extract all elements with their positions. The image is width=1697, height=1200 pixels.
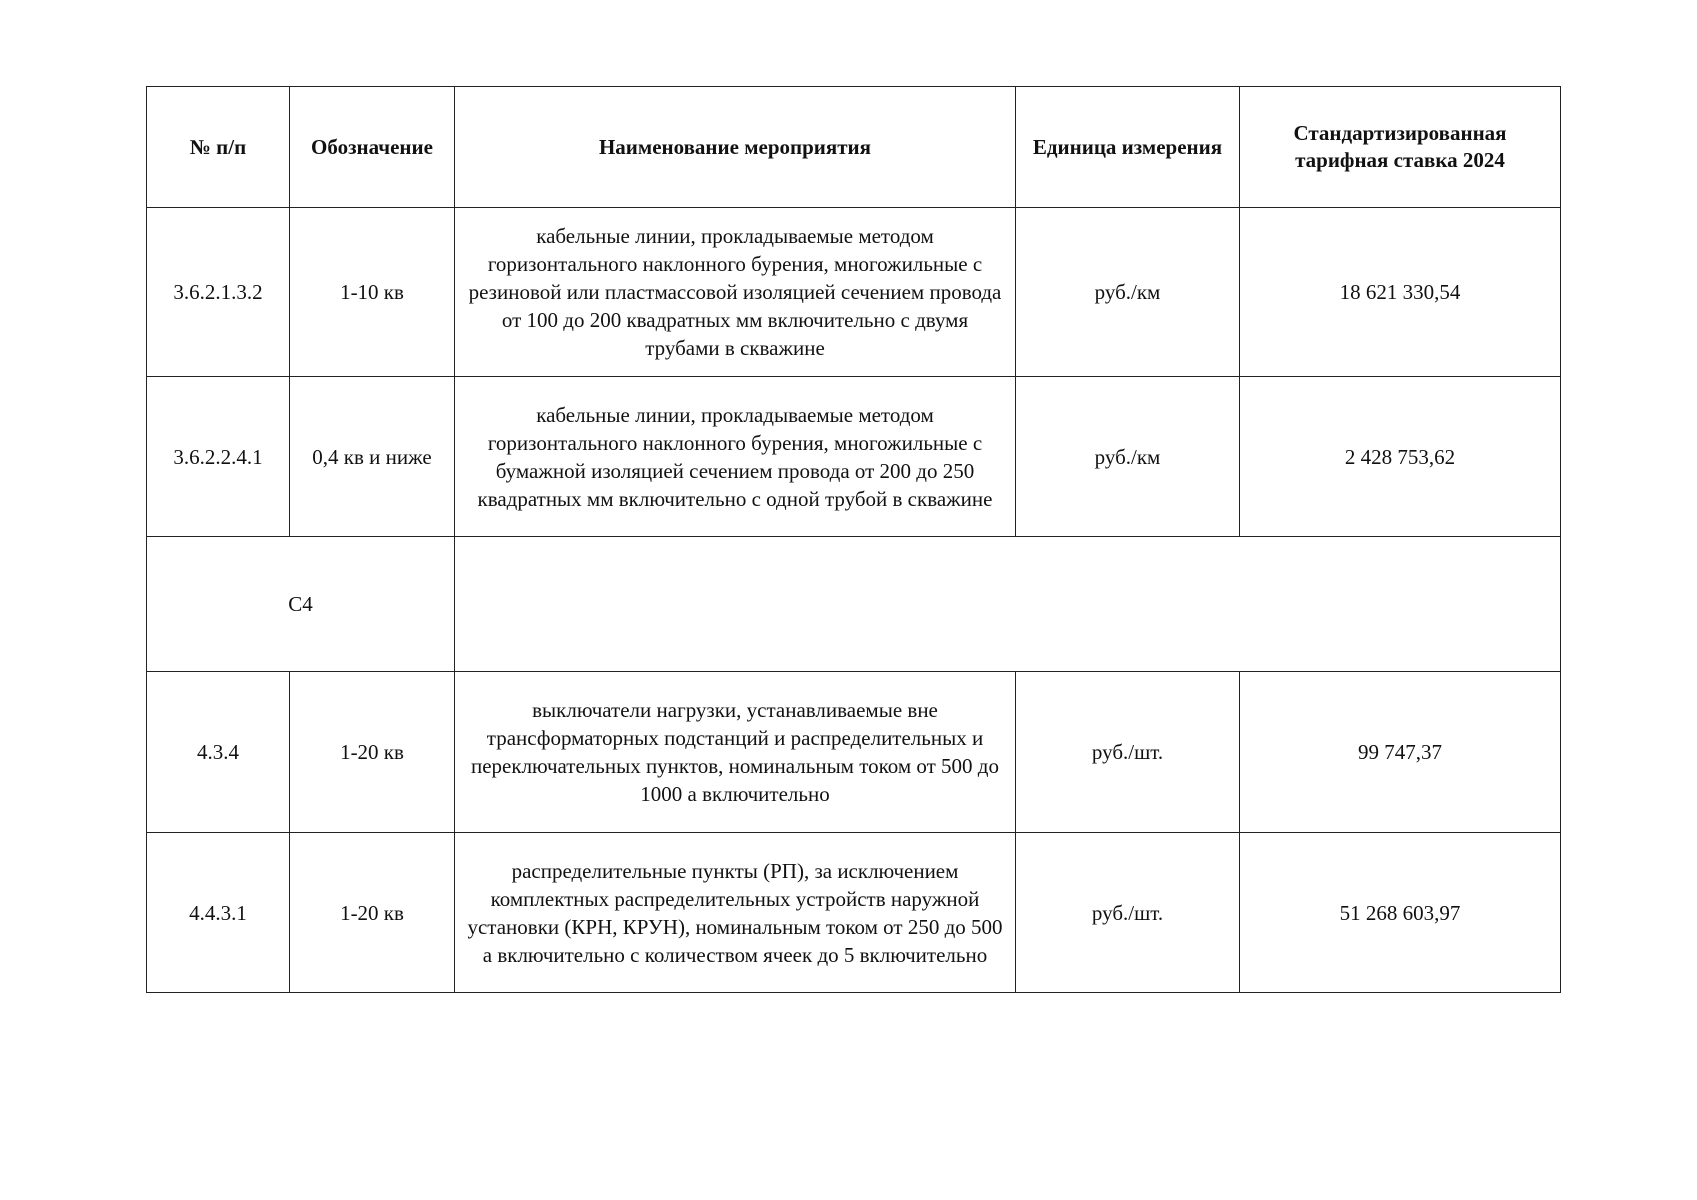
cell-num: 4.3.4 [147, 672, 290, 833]
table-row [147, 672, 1561, 833]
header-code: Обозначение [290, 87, 455, 208]
cell-unit: руб./км [1016, 208, 1240, 377]
cell-unit: руб./км [1016, 377, 1240, 537]
cell-code: 1-20 кв [290, 833, 455, 993]
cell-name: кабельные линии, прокладываемые методом горизонтального наклонного бурения, многожильные с резиновой или пластмассовой изоляцией сечением провода от 100 до 200 квадратных мм включительно с двумя трубами в скважине [455, 208, 1016, 377]
section-empty-cell [455, 537, 1561, 672]
table-row [147, 833, 1561, 993]
table-row [147, 377, 1561, 537]
table-header-row [147, 87, 1561, 208]
cell-name: выключатели нагрузки, устанавливаемые вне трансформаторных подстанций и распределительных и переключательных пунктов, номинальным током от 500 до 1000 а включительно [455, 672, 1016, 833]
cell-rate: 99 747,37 [1240, 672, 1561, 833]
cell-num: 4.4.3.1 [147, 833, 290, 993]
section-code: С4 [147, 537, 455, 672]
tariff-table [146, 86, 1561, 993]
cell-rate: 18 621 330,54 [1240, 208, 1561, 377]
cell-name: распределительные пункты (РП), за исключением комплектных распределительных устройств наружной установки (КРН, КРУН), номинальным током от 250 до 500 а включительно с количеством ячеек до 5 включительно [455, 833, 1016, 993]
table-row [147, 208, 1561, 377]
header-unit: Единица измерения [1016, 87, 1240, 208]
cell-unit: руб./шт. [1016, 672, 1240, 833]
cell-rate: 2 428 753,62 [1240, 377, 1561, 537]
cell-code: 0,4 кв и ниже [290, 377, 455, 537]
cell-rate: 51 268 603,97 [1240, 833, 1561, 993]
cell-code: 1-20 кв [290, 672, 455, 833]
cell-name: кабельные линии, прокладываемые методом горизонтального наклонного бурения, многожильные с бумажной изоляцией сечением провода от 200 до 250 квадратных мм включительно с одной трубой в скважине [455, 377, 1016, 537]
header-rate: Стандартизированная тарифная ставка 2024 [1240, 87, 1561, 208]
cell-num: 3.6.2.2.4.1 [147, 377, 290, 537]
header-num: № п/п [147, 87, 290, 208]
cell-code: 1-10 кв [290, 208, 455, 377]
cell-num: 3.6.2.1.3.2 [147, 208, 290, 377]
section-row [147, 537, 1561, 672]
header-name: Наименование мероприятия [455, 87, 1016, 208]
cell-unit: руб./шт. [1016, 833, 1240, 993]
